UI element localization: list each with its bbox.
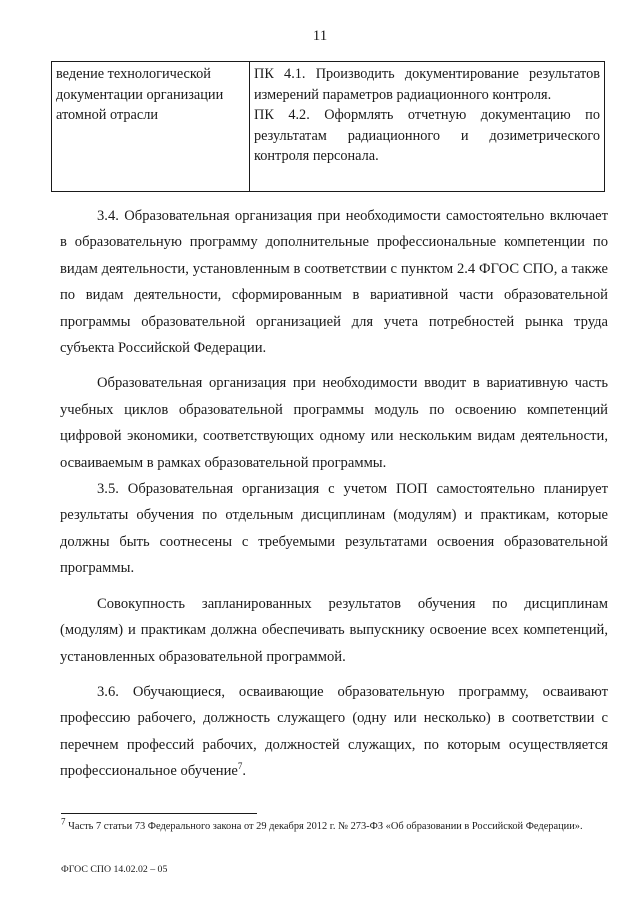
paragraph-learning-outcomes: Совокупность запланированных результатов обучения по дисциплинам (модулям) и практикам должна обеспечивать выпускнику освоение всех компетенций, установленных образовательной программой.: [60, 595, 608, 665]
table-row: [52, 62, 605, 192]
competencies-table: [51, 61, 605, 192]
paragraph-3-6-text: 3.6. Обучающиеся, осваивающие образовательную программу, осваивают профессию рабочего, должность служащего (одну или несколько) в соответствии с перечнем профессий рабочих, должностей служащих, по которым осуществляется профессиональное обучение: [60, 683, 608, 780]
competency-pk-4-1: ПК 4.1. Производить документирование результатов измерений параметров радиационного контроля.: [254, 66, 600, 103]
paragraph-3-6: 3.6. Обучающиеся, осваивающие образовательную программу, осваивают профессию рабочего, должность служащего (одну или несколько) в соответствии с перечнем профессий рабочих, должностей служащих, по которым осуществляется профессиональное обучение$^7$.: [60, 683, 608, 780]
competency-pk-4-2: ПК 4.2. Оформлять отчетную документацию по результатам радиационного и дозиметрического контроля персонала.: [254, 107, 600, 164]
competencies-cell: [250, 62, 605, 192]
document-code: ФГОС СПО 14.02.02 – 05: [61, 864, 168, 875]
activity-type-cell: ведение технологической документации организации атомной отрасли: [52, 62, 250, 192]
page-number: 11: [312, 28, 328, 44]
footnote-divider: [61, 813, 257, 814]
footnote-marker: 7: [61, 816, 66, 827]
footnote-text: Часть 7 статьи 73 Федерального закона от 29 декабря 2012 г. № 273-ФЗ «Об образовании в Российской Федерации».: [68, 821, 583, 832]
paragraph-3-5: 3.5. Образовательная организация с учетом ПОП самостоятельно планирует результаты обучения по отдельным дисциплинам (модулям) и практикам, которые должны быть соотнесены с требуемыми результатами освоения образовательной программы.: [60, 481, 608, 577]
body-text: [60, 203, 608, 785]
footnote: [61, 816, 621, 834]
paragraph-3-4: 3.4. Образовательная организация при необходимости самостоятельно включает в образовательную программу дополнительные профессиональные компетенции по видам деятельности, установленным в соответствии с пунктом 2.4 ФГОС СПО, а также по видам деятельности, сформированным в вариативной части образовательной программы образовательной организацией для учета потребностей рынка труда субъекта Российской Федерации.: [60, 208, 608, 357]
footnote-reference: 7: [237, 761, 243, 772]
paragraph-digital-economy: Образовательная организация при необходимости вводит в вариативную часть учебных циклов образовательной программы модуль по освоению компетенций цифровой экономики, соответствующих одному или нескольким видам деятельности, осваиваемым в рамках образовательной программы.: [60, 375, 608, 471]
